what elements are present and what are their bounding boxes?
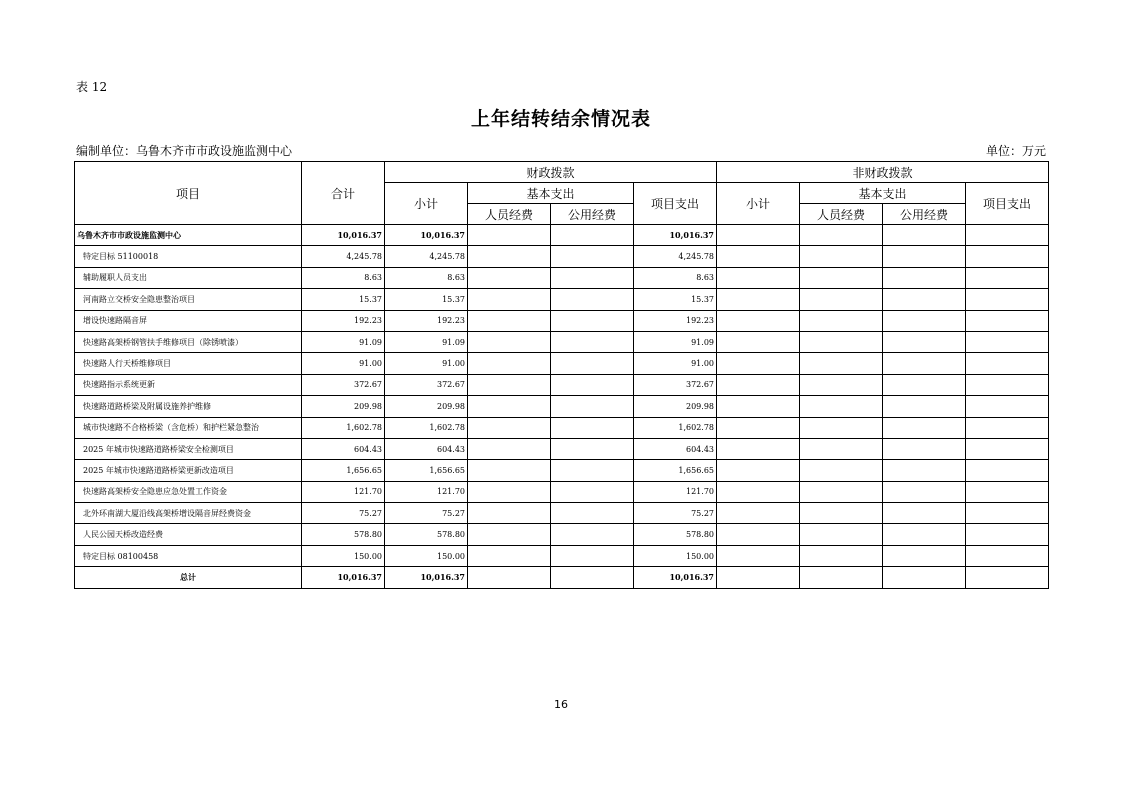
row-fiscal-project: 578.80: [634, 524, 717, 545]
row-item-name: 快速路道路桥梁及附属设施养护维修: [75, 396, 302, 417]
row-item-name: 快速路高架桥安全隐患应急处置工作资金: [75, 481, 302, 502]
row-fiscal-public: [551, 417, 634, 438]
row-fiscal-subtotal: 192.23: [385, 310, 468, 331]
row-item-name: 特定目标 51100018: [75, 246, 302, 267]
row-total: 4,245.78: [302, 246, 385, 267]
row-total: 91.00: [302, 353, 385, 374]
row-fiscal-subtotal: 1,656.65: [385, 460, 468, 481]
row-total: 604.43: [302, 438, 385, 459]
row-nonfiscal-project: [966, 289, 1049, 310]
table-row: [75, 246, 1049, 267]
table-header: [75, 162, 1049, 225]
row-fiscal-public: [551, 481, 634, 502]
row-fiscal-personnel: [468, 310, 551, 331]
row-nonfiscal-project: [966, 310, 1049, 331]
table-body: [75, 225, 1049, 589]
table-row: [75, 267, 1049, 288]
page-number: 16: [554, 698, 568, 711]
row-nonfiscal-public: [883, 567, 966, 588]
row-total: 10,016.37: [302, 567, 385, 588]
row-nonfiscal-personnel: [800, 374, 883, 395]
row-total: 192.23: [302, 310, 385, 331]
row-nonfiscal-project: [966, 524, 1049, 545]
row-nonfiscal-subtotal: [717, 545, 800, 566]
header-item: 项目: [75, 162, 302, 225]
row-fiscal-subtotal: 578.80: [385, 524, 468, 545]
row-fiscal-public: [551, 374, 634, 395]
row-fiscal-project: 10,016.37: [634, 567, 717, 588]
row-nonfiscal-personnel: [800, 396, 883, 417]
row-nonfiscal-subtotal: [717, 267, 800, 288]
row-nonfiscal-project: [966, 438, 1049, 459]
row-nonfiscal-subtotal: [717, 567, 800, 588]
carryover-table: [74, 161, 1049, 589]
row-item-name: 总计: [75, 567, 302, 588]
row-nonfiscal-subtotal: [717, 374, 800, 395]
row-item-name: 快速路人行天桥维修项目: [75, 353, 302, 374]
row-nonfiscal-personnel: [800, 353, 883, 374]
row-item-name: 特定目标 08100458: [75, 545, 302, 566]
row-nonfiscal-project: [966, 460, 1049, 481]
row-fiscal-project: 209.98: [634, 396, 717, 417]
row-fiscal-personnel: [468, 396, 551, 417]
row-fiscal-personnel: [468, 225, 551, 246]
table-row: [75, 353, 1049, 374]
row-nonfiscal-project: [966, 374, 1049, 395]
row-fiscal-public: [551, 331, 634, 352]
row-total: 15.37: [302, 289, 385, 310]
row-nonfiscal-public: [883, 481, 966, 502]
row-nonfiscal-personnel: [800, 246, 883, 267]
row-nonfiscal-project: [966, 353, 1049, 374]
row-nonfiscal-project: [966, 267, 1049, 288]
header-nonfiscal: 非财政拨款: [717, 162, 1049, 183]
row-nonfiscal-personnel: [800, 438, 883, 459]
table-row: [75, 289, 1049, 310]
row-nonfiscal-public: [883, 289, 966, 310]
row-fiscal-project: 604.43: [634, 438, 717, 459]
row-fiscal-public: [551, 396, 634, 417]
row-total: 75.27: [302, 503, 385, 524]
row-fiscal-personnel: [468, 481, 551, 502]
row-fiscal-public: [551, 545, 634, 566]
row-item-name: 2025 年城市快速路道路桥梁更新改造项目: [75, 460, 302, 481]
row-nonfiscal-project: [966, 331, 1049, 352]
header-nonfiscal-subtotal: 小计: [717, 183, 800, 225]
row-total: 209.98: [302, 396, 385, 417]
row-nonfiscal-subtotal: [717, 225, 800, 246]
row-nonfiscal-personnel: [800, 545, 883, 566]
table-row: [75, 396, 1049, 417]
table-row: [75, 545, 1049, 566]
row-fiscal-subtotal: 4,245.78: [385, 246, 468, 267]
row-nonfiscal-subtotal: [717, 524, 800, 545]
row-nonfiscal-public: [883, 267, 966, 288]
header-nonfiscal-public: 公用经费: [883, 204, 966, 225]
row-fiscal-subtotal: 1,602.78: [385, 417, 468, 438]
row-nonfiscal-personnel: [800, 567, 883, 588]
row-fiscal-personnel: [468, 545, 551, 566]
row-fiscal-personnel: [468, 524, 551, 545]
row-fiscal-public: [551, 567, 634, 588]
table-row: [75, 225, 1049, 246]
row-fiscal-project: 15.37: [634, 289, 717, 310]
row-nonfiscal-project: [966, 567, 1049, 588]
row-fiscal-personnel: [468, 567, 551, 588]
row-fiscal-personnel: [468, 460, 551, 481]
header-nonfiscal-project: 项目支出: [966, 183, 1049, 225]
row-nonfiscal-subtotal: [717, 289, 800, 310]
row-total: 10,016.37: [302, 225, 385, 246]
row-nonfiscal-subtotal: [717, 246, 800, 267]
row-nonfiscal-project: [966, 246, 1049, 267]
row-fiscal-subtotal: 10,016.37: [385, 567, 468, 588]
row-item-name: 乌鲁木齐市市政设施监测中心: [75, 225, 302, 246]
row-nonfiscal-subtotal: [717, 310, 800, 331]
row-fiscal-personnel: [468, 353, 551, 374]
row-fiscal-project: 150.00: [634, 545, 717, 566]
row-nonfiscal-public: [883, 503, 966, 524]
row-fiscal-project: 1,656.65: [634, 460, 717, 481]
header-fiscal-basic: 基本支出: [468, 183, 634, 204]
row-fiscal-public: [551, 246, 634, 267]
row-nonfiscal-project: [966, 545, 1049, 566]
row-fiscal-project: 121.70: [634, 481, 717, 502]
row-total: 578.80: [302, 524, 385, 545]
row-fiscal-project: 91.09: [634, 331, 717, 352]
row-item-name: 快速路高架桥钢管扶手维修项目（除锈喷漆）: [75, 331, 302, 352]
row-nonfiscal-subtotal: [717, 331, 800, 352]
row-fiscal-subtotal: 209.98: [385, 396, 468, 417]
row-fiscal-project: 8.63: [634, 267, 717, 288]
row-fiscal-subtotal: 604.43: [385, 438, 468, 459]
row-nonfiscal-public: [883, 374, 966, 395]
table-row: [75, 310, 1049, 331]
table-number: 表 12: [76, 80, 108, 94]
row-item-name: 北外环南湖大厦沿线高架桥增设隔音屏经费资金: [75, 503, 302, 524]
row-item-name: 辅助履职人员支出: [75, 267, 302, 288]
row-nonfiscal-personnel: [800, 503, 883, 524]
table-row: [75, 503, 1049, 524]
table-row: [75, 438, 1049, 459]
row-fiscal-project: 91.00: [634, 353, 717, 374]
row-fiscal-project: 75.27: [634, 503, 717, 524]
row-nonfiscal-subtotal: [717, 481, 800, 502]
row-fiscal-project: 192.23: [634, 310, 717, 331]
table-row: [75, 331, 1049, 352]
organization-label: 编制单位：乌鲁木齐市市政设施监测中心: [76, 144, 293, 158]
unit-label: 单位：万元: [985, 144, 1046, 158]
row-fiscal-public: [551, 310, 634, 331]
row-item-name: 快速路指示系统更新: [75, 374, 302, 395]
row-nonfiscal-personnel: [800, 417, 883, 438]
header-fiscal-personnel: 人员经费: [468, 204, 551, 225]
row-fiscal-public: [551, 460, 634, 481]
header-fiscal-project: 项目支出: [634, 183, 717, 225]
row-total: 1,602.78: [302, 417, 385, 438]
row-nonfiscal-subtotal: [717, 353, 800, 374]
row-fiscal-public: [551, 524, 634, 545]
row-fiscal-project: 10,016.37: [634, 225, 717, 246]
row-fiscal-public: [551, 353, 634, 374]
table-row: [75, 417, 1049, 438]
row-total: 91.09: [302, 331, 385, 352]
row-item-name: 增设快速路隔音屏: [75, 310, 302, 331]
row-item-name: 2025 年城市快速路道路桥梁安全检测项目: [75, 438, 302, 459]
header-fiscal-subtotal: 小计: [385, 183, 468, 225]
row-nonfiscal-personnel: [800, 331, 883, 352]
row-fiscal-public: [551, 267, 634, 288]
row-nonfiscal-subtotal: [717, 438, 800, 459]
row-total: 372.67: [302, 374, 385, 395]
row-nonfiscal-personnel: [800, 267, 883, 288]
row-fiscal-subtotal: 91.00: [385, 353, 468, 374]
header-total: 合计: [302, 162, 385, 225]
row-nonfiscal-public: [883, 524, 966, 545]
row-fiscal-personnel: [468, 331, 551, 352]
row-nonfiscal-personnel: [800, 225, 883, 246]
row-fiscal-personnel: [468, 438, 551, 459]
row-total: 1,656.65: [302, 460, 385, 481]
row-fiscal-personnel: [468, 267, 551, 288]
row-fiscal-personnel: [468, 417, 551, 438]
row-fiscal-personnel: [468, 289, 551, 310]
row-fiscal-subtotal: 15.37: [385, 289, 468, 310]
row-total: 8.63: [302, 267, 385, 288]
row-nonfiscal-subtotal: [717, 396, 800, 417]
row-nonfiscal-public: [883, 438, 966, 459]
row-nonfiscal-public: [883, 331, 966, 352]
row-total: 121.70: [302, 481, 385, 502]
row-nonfiscal-public: [883, 396, 966, 417]
row-nonfiscal-public: [883, 417, 966, 438]
row-fiscal-personnel: [468, 374, 551, 395]
row-nonfiscal-public: [883, 225, 966, 246]
row-fiscal-subtotal: 150.00: [385, 545, 468, 566]
row-fiscal-project: 1,602.78: [634, 417, 717, 438]
row-nonfiscal-project: [966, 417, 1049, 438]
row-fiscal-subtotal: 91.09: [385, 331, 468, 352]
row-nonfiscal-personnel: [800, 289, 883, 310]
row-nonfiscal-public: [883, 310, 966, 331]
header-nonfiscal-personnel: 人员经费: [800, 204, 883, 225]
row-fiscal-project: 4,245.78: [634, 246, 717, 267]
row-fiscal-subtotal: 8.63: [385, 267, 468, 288]
row-nonfiscal-project: [966, 481, 1049, 502]
header-nonfiscal-basic: 基本支出: [800, 183, 966, 204]
row-fiscal-public: [551, 503, 634, 524]
row-nonfiscal-personnel: [800, 481, 883, 502]
row-nonfiscal-subtotal: [717, 417, 800, 438]
row-fiscal-subtotal: 10,016.37: [385, 225, 468, 246]
row-fiscal-personnel: [468, 246, 551, 267]
row-fiscal-subtotal: 372.67: [385, 374, 468, 395]
row-nonfiscal-project: [966, 503, 1049, 524]
row-fiscal-public: [551, 438, 634, 459]
row-nonfiscal-public: [883, 353, 966, 374]
table-row: [75, 481, 1049, 502]
row-item-name: 人民公园天桥改造经费: [75, 524, 302, 545]
row-fiscal-subtotal: 121.70: [385, 481, 468, 502]
row-fiscal-public: [551, 225, 634, 246]
row-nonfiscal-public: [883, 246, 966, 267]
total-row: [75, 567, 1049, 588]
header-fiscal-public: 公用经费: [551, 204, 634, 225]
row-nonfiscal-subtotal: [717, 460, 800, 481]
row-fiscal-subtotal: 75.27: [385, 503, 468, 524]
row-nonfiscal-public: [883, 460, 966, 481]
header-fiscal: 财政拨款: [385, 162, 717, 183]
row-nonfiscal-public: [883, 545, 966, 566]
row-nonfiscal-subtotal: [717, 503, 800, 524]
row-item-name: 城市快速路不合格桥梁（含危桥）和护栏紧急整治: [75, 417, 302, 438]
table-row: [75, 460, 1049, 481]
row-nonfiscal-personnel: [800, 310, 883, 331]
row-nonfiscal-project: [966, 225, 1049, 246]
row-nonfiscal-personnel: [800, 460, 883, 481]
row-fiscal-personnel: [468, 503, 551, 524]
row-nonfiscal-personnel: [800, 524, 883, 545]
table-row: [75, 374, 1049, 395]
row-fiscal-public: [551, 289, 634, 310]
table-row: [75, 524, 1049, 545]
row-total: 150.00: [302, 545, 385, 566]
row-nonfiscal-project: [966, 396, 1049, 417]
page-title: 上年结转结余情况表: [470, 108, 651, 130]
row-item-name: 河南路立交桥安全隐患整治项目: [75, 289, 302, 310]
row-fiscal-project: 372.67: [634, 374, 717, 395]
